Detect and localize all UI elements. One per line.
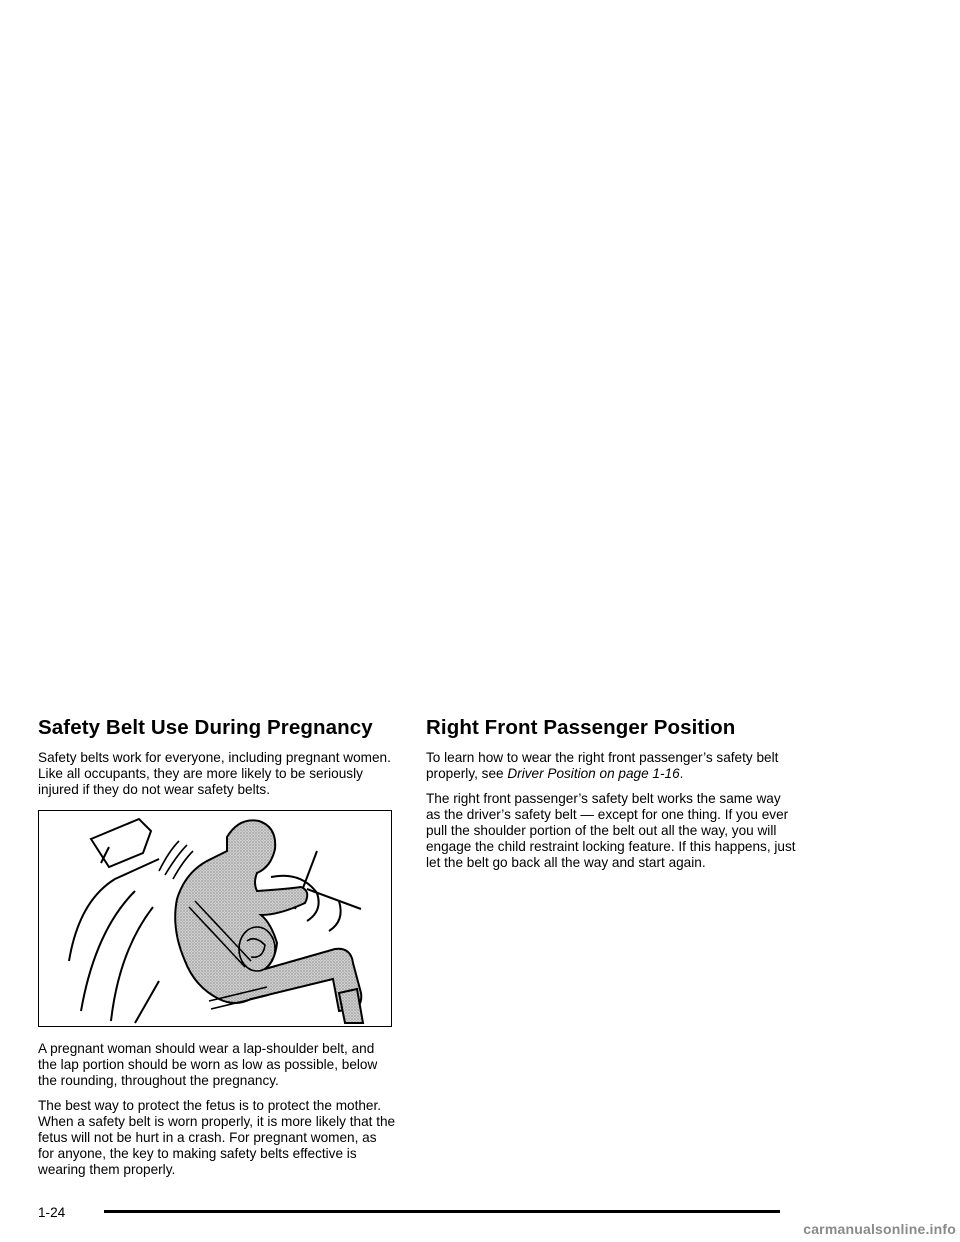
left-column bbox=[38, 716, 396, 1187]
section-heading-right-front-passenger: Right Front Passenger Position bbox=[426, 716, 736, 739]
paragraph-lap-shoulder: A pregnant woman should wear a lap-shoulder belt, and the lap portion should be worn as low as possible, below the rounding, throughout the pregnancy. bbox=[38, 1041, 378, 1088]
paragraph-text: To learn how to wear the right front passenger’s safety belt properly, see bbox=[426, 750, 779, 781]
paragraph-protect-fetus: The best way to protect the fetus is to protect the mother. When a safety belt is worn properly, it is more likely that the fetus will not be hurt in a crash. For pregnant women, as for anyone, the key to making safety belts effective is wearing them properly. bbox=[38, 1098, 396, 1177]
pregnant-woman-seatbelt-illustration bbox=[38, 810, 392, 1027]
paragraph-how-to-wear bbox=[426, 750, 796, 782]
footer-rule bbox=[104, 1210, 780, 1213]
section-heading-pregnancy: Safety Belt Use During Pregnancy bbox=[38, 716, 373, 739]
cross-reference-link[interactable]: Driver Position on page 1-16 bbox=[507, 766, 680, 781]
paragraph-intro: Safety belts work for everyone, including pregnant women. Like all occupants, they are more likely to be seriously injured if they do not wear safety belts. bbox=[38, 750, 391, 797]
paragraph-text-end: . bbox=[679, 766, 684, 781]
right-column bbox=[426, 716, 796, 880]
paragraph-belt-works-same: The right front passenger’s safety belt works the same way as the driver’s safety belt — except for one thing. If you ever pull the shoulder portion of the belt out all the way, you will engage the child restraint locking feature. If this happens, just let the belt go back all the way and start again. bbox=[426, 791, 796, 870]
watermark-text: carmanualsonline.info bbox=[803, 1221, 956, 1237]
page-number: 1-24 bbox=[38, 1205, 66, 1220]
